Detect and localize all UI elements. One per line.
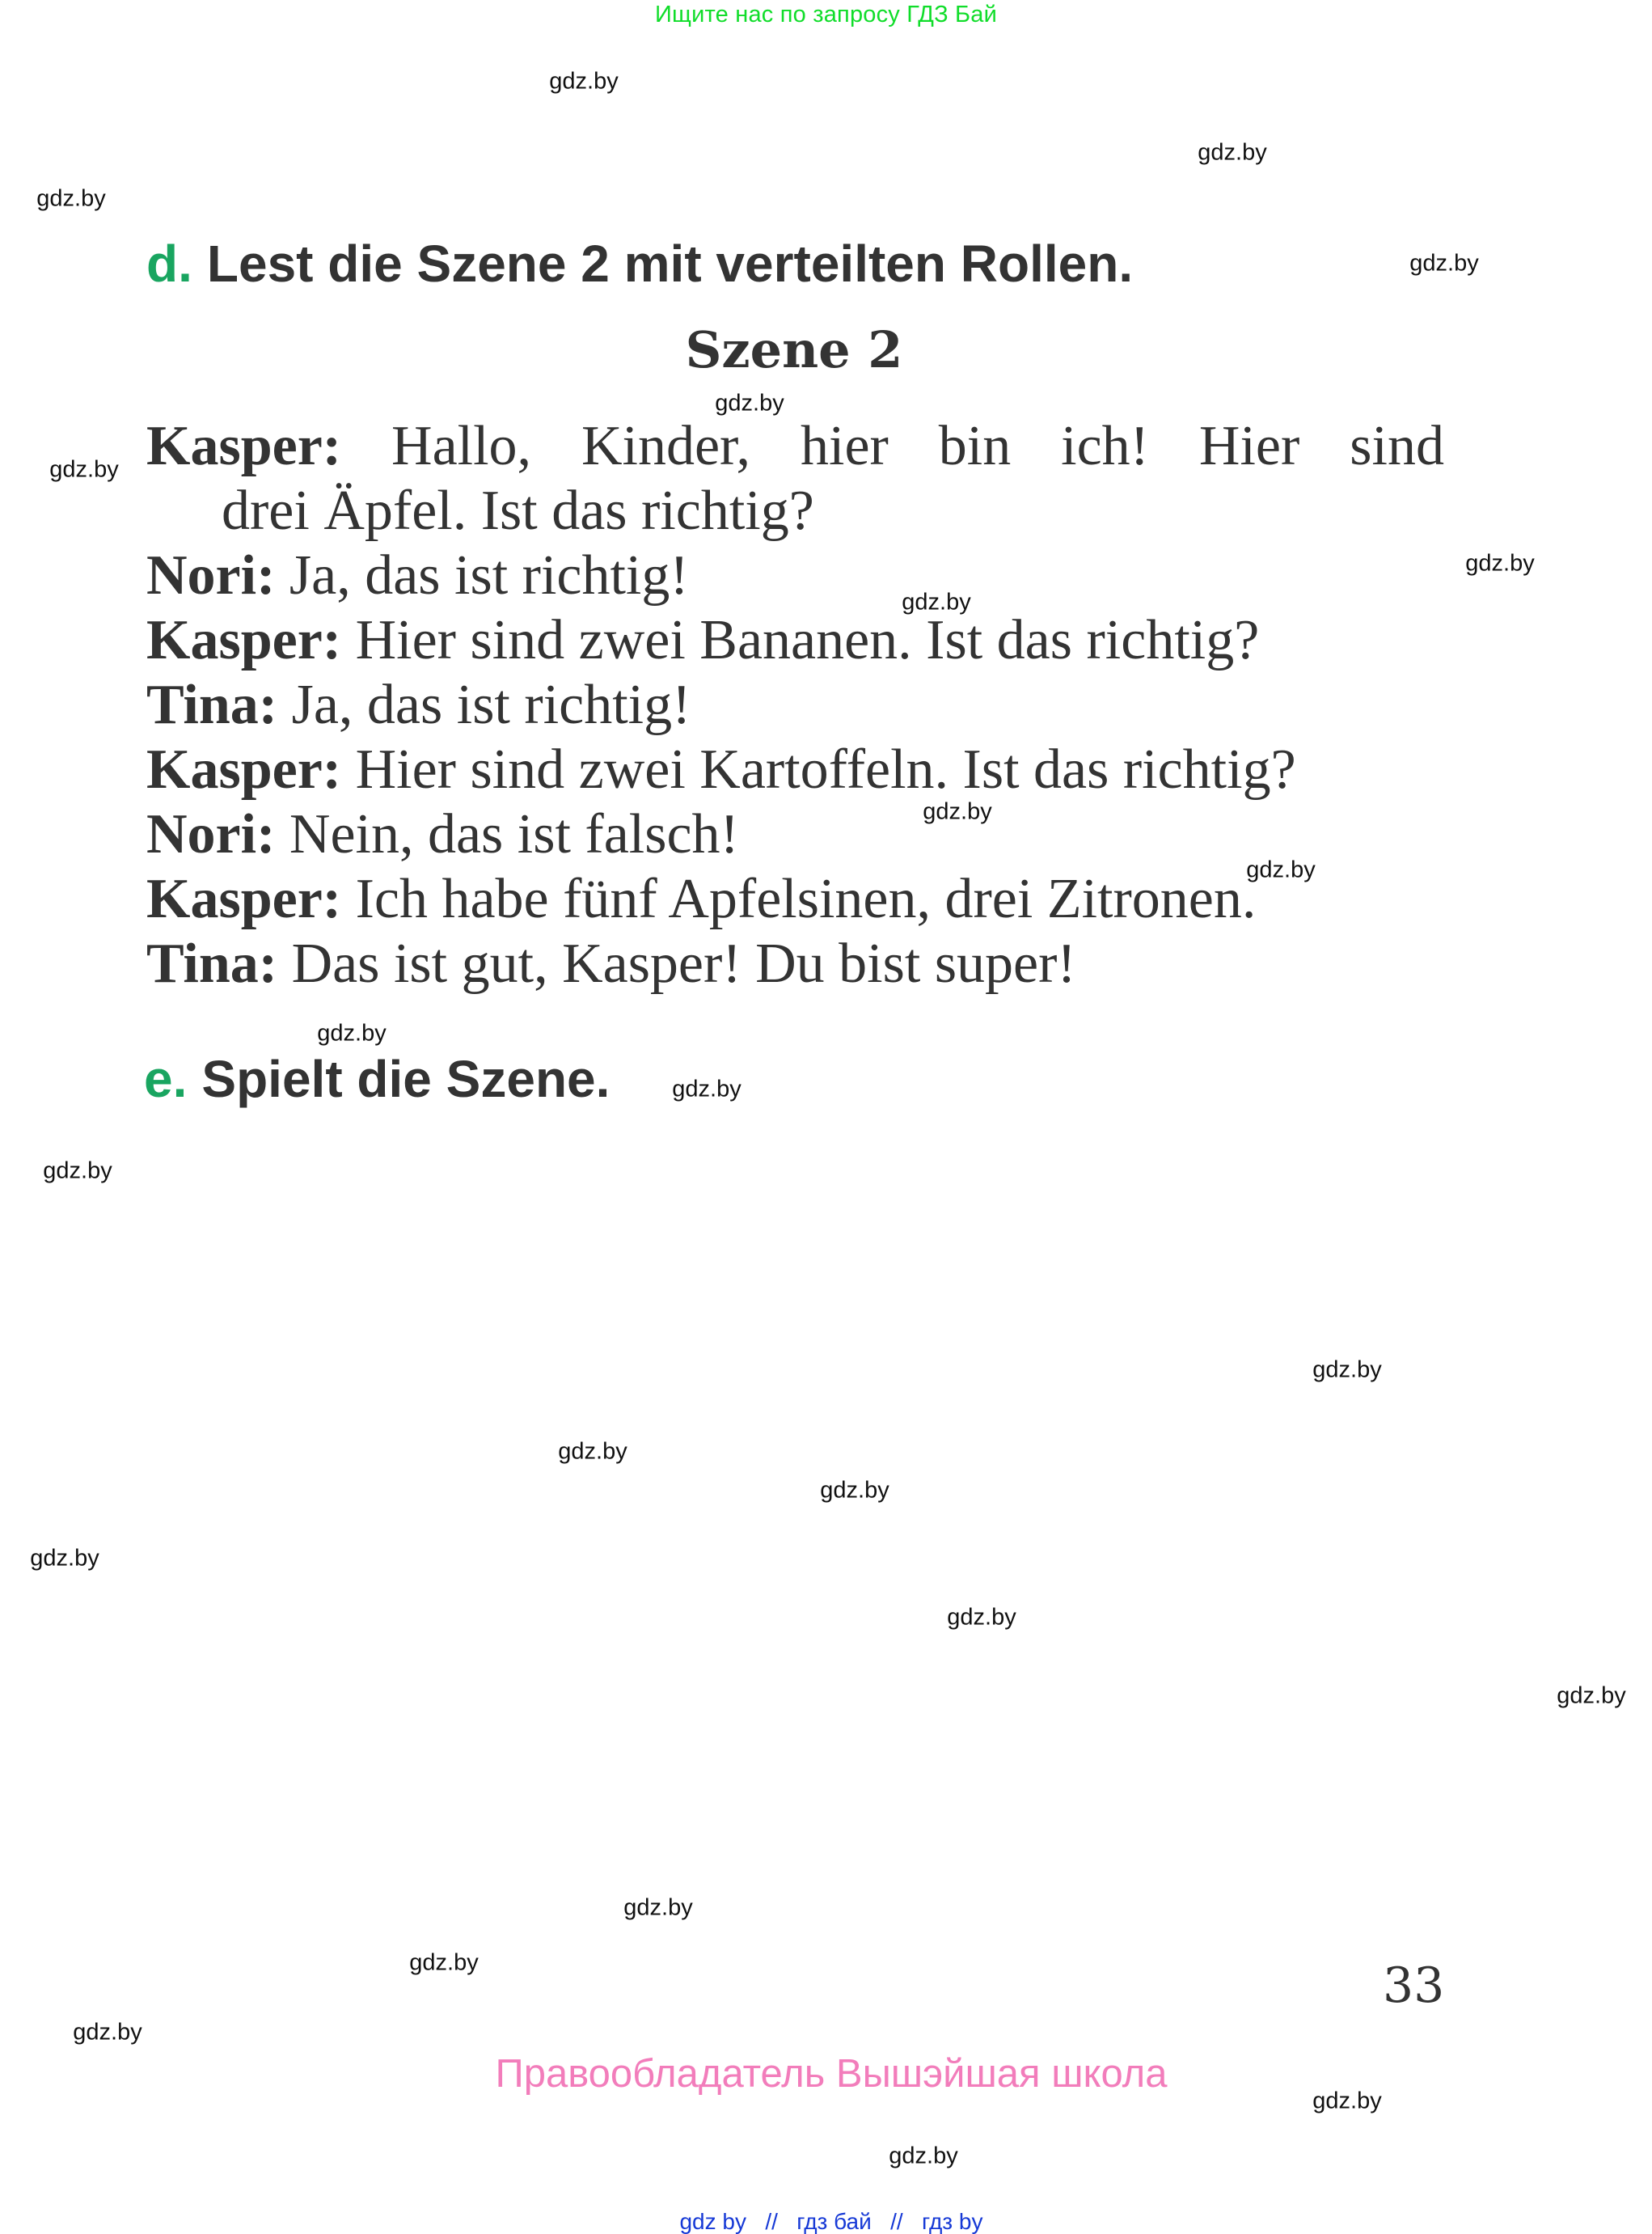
task-d-text: Lest die Szene 2 mit verteilten Rollen.	[206, 235, 1134, 293]
speaker-name: Kasper:	[146, 415, 342, 477]
watermark-text: gdz.by	[1312, 2088, 1382, 2114]
dialogue-line	[146, 673, 1440, 738]
bottom-links	[0, 2211, 1652, 2233]
watermark-text: gdz.by	[1246, 857, 1316, 883]
dialogue-word: Kinder,	[581, 415, 751, 477]
watermark-text: gdz.by	[43, 1157, 112, 1184]
dialogue-line	[146, 414, 1444, 479]
speaker-name: Nori:	[146, 544, 276, 607]
task-e-text: Spielt die Szene.	[201, 1050, 611, 1108]
dialogue-text: Ja, das ist richtig!	[291, 674, 691, 736]
watermark-text: gdz.by	[1465, 550, 1535, 577]
watermark-text: gdz.by	[1557, 1682, 1626, 1709]
dialogue-text: Ja, das ist richtig!	[289, 544, 689, 607]
speaker-name: Tina:	[146, 933, 278, 995]
task-d-heading	[146, 235, 1134, 293]
speaker-name: Kasper:	[146, 609, 342, 671]
watermark-text: gdz.by	[409, 1949, 479, 1976]
dialogue-text: Das ist gut, Kasper! Du bist super!	[291, 933, 1076, 995]
task-d-letter: d.	[146, 235, 192, 293]
dialogue-line	[146, 867, 1440, 932]
dialogue-line	[146, 544, 1440, 608]
watermark-text: gdz.by	[317, 1020, 387, 1047]
top-search-banner: Ищите нас по запросу ГДЗ Бай	[654, 2, 997, 28]
watermark-text: gdz.by	[1409, 250, 1479, 277]
dialogue-line-continuation	[146, 479, 1440, 544]
watermark-text: gdz.by	[947, 1604, 1016, 1631]
watermark-text: gdz.by	[1312, 1356, 1382, 1383]
dialogue-line	[146, 932, 1440, 996]
watermark-text: gdz.by	[1198, 139, 1267, 166]
watermark-text: gdz.by	[923, 798, 992, 825]
dialogue-word: ich!	[1061, 415, 1149, 477]
speaker-name: Nori:	[146, 803, 276, 865]
dialogue-word: hier	[801, 415, 889, 477]
speaker-name: Tina:	[146, 674, 278, 736]
dialogue-text: Hier sind zwei Kartoffeln. Ist das richtig?	[355, 738, 1296, 801]
dialogue-word: Hallo,	[391, 415, 532, 477]
watermark-text: gdz.by	[30, 1545, 99, 1572]
link-separator: //	[890, 2209, 903, 2234]
watermark-text: gdz.by	[623, 1894, 693, 1921]
task-e-heading	[144, 1050, 611, 1108]
watermark-text: gdz.by	[549, 68, 619, 95]
dialogue-line	[146, 798, 1440, 867]
bottom-link-gdz-by-cyr[interactable]: гдз by	[922, 2209, 983, 2234]
dialogue-text: drei Äpfel. Ist das richtig?	[222, 480, 814, 542]
page-number: 33	[1383, 1957, 1445, 2014]
dialogue-word: Hier	[1198, 415, 1300, 477]
bottom-link-gdz-bai[interactable]: гдз бай	[796, 2209, 872, 2234]
dialogue-line	[146, 608, 1440, 673]
watermark-text: gdz.by	[672, 1076, 741, 1102]
watermark-text: gdz.by	[889, 2143, 958, 2169]
link-separator: //	[765, 2209, 778, 2234]
scene-title: Szene 2	[685, 320, 903, 379]
watermark-text: gdz.by	[49, 456, 119, 483]
dialogue-word: bin	[938, 415, 1012, 477]
dialogue-text: Ich habe fünf Apfelsinen, drei Zitronen.	[355, 868, 1257, 930]
speaker-name: Kasper:	[146, 868, 342, 930]
dialogue	[146, 414, 1444, 996]
dialogue-text: Hier sind zwei Bananen. Ist das richtig?	[355, 609, 1260, 671]
dialogue-text: Nein, das ist falsch!	[289, 803, 739, 865]
watermark-text: gdz.by	[902, 589, 971, 616]
watermark-text: gdz.by	[820, 1477, 889, 1504]
dialogue-word: sind	[1350, 415, 1444, 477]
bottom-link-gdz-by[interactable]: gdz by	[679, 2209, 746, 2234]
dialogue-line	[146, 738, 1440, 802]
task-e-letter: e.	[144, 1050, 188, 1108]
speaker-name: Kasper:	[146, 738, 342, 801]
watermark-text: gdz.by	[36, 185, 106, 212]
watermark-text: gdz.by	[558, 1438, 627, 1465]
watermark-text: gdz.by	[715, 390, 784, 417]
copyright-notice: Правообладатель Вышэйшая школа	[495, 2052, 1168, 2096]
watermark-text: gdz.by	[73, 2019, 142, 2046]
